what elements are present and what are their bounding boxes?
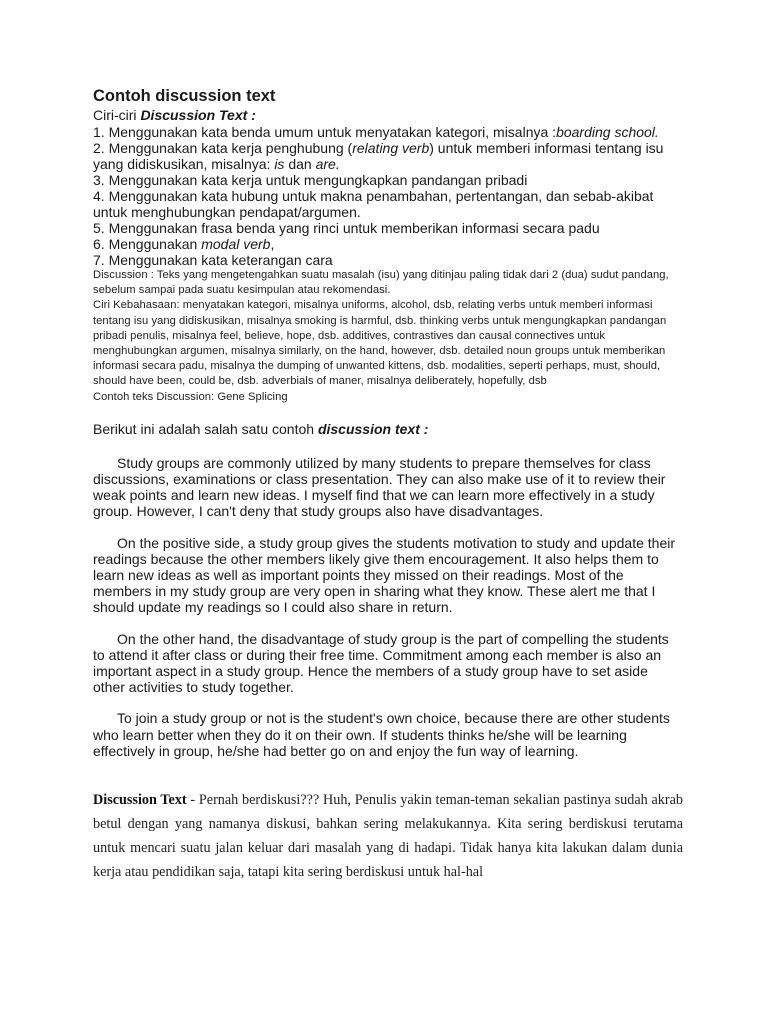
- essay: [93, 455, 683, 759]
- intro-em: discussion text :: [317, 420, 429, 437]
- list-item: 7. Menggunakan kata keterangan cara: [93, 252, 333, 268]
- closing-bold: Discussion Text: [93, 792, 187, 809]
- list-item: 3. Menggunakan kata kerja untuk mengungkapkan pandangan pribadi: [93, 172, 528, 188]
- intro-line: Berikut ini adalah salah satu contoh discussion text :: [93, 420, 429, 437]
- essay-paragraph: To join a study group or not is the student's own choice, because there are other students who learn better when they do it on their own. If students thinks he/she will be learning effectively in group, he/she had better go on and enjoy the fun way of learning.: [93, 710, 670, 759]
- criteria-prefix: Ciri-ciri: [93, 107, 141, 123]
- closing-paragraph: [93, 788, 683, 884]
- closing-text: - Pernah berdiskusi??? Huh, Penulis yakin teman-teman sekalian pastinya sudah akrab betul dengan yang namanya diskusi, bahkan sering melakukannya. Kita sering berdiskusi terutama untuk mencari suatu jalan keluar dari masalah yang di hadapi. Tidak hanya kita lakukan dalam dunia kerja atau pendidikan saja, tatapi kita sering berdiskusi untuk hal-hal: [93, 792, 683, 881]
- essay-paragraph: On the positive side, a study group gives the students motivation to study and update their readings because the other members likely give them encouragement. It also helps them to learn new ideas as well as important points they missed on their readings. Most of the members in my study group are very open in sharing what they know. These alert me that I should update my readings so I could also share in return.: [93, 534, 676, 616]
- list-item: 4. Menggunakan kata hubung untuk makna penambahan, pertentangan, dan sebab-akibat untuk menghubungkan pendapat/argumen.: [93, 188, 654, 220]
- discussion-definition: Discussion : Teks yang mengetengahkan suatu masalah (isu) yang ditinjau paling tidak dari 2 (dua) sudut pandang, sebelum sampai pada suatu kesimpulan atau rekomendasi.: [93, 269, 669, 297]
- list-item: 5. Menggunakan frasa benda yang rinci untuk memberikan informasi secara padu: [93, 220, 600, 236]
- example-title: Contoh teks Discussion: Gene Splicing: [93, 390, 288, 403]
- criteria-list: [93, 124, 683, 268]
- essay-paragraph: On the other hand, the disadvantage of study group is the part of compelling the students to attend it after class or during their free time. Commitment among each member is also an important aspect in a study group. Hence the members of a study group have to set aside other activities to study together.: [93, 630, 669, 696]
- criteria-heading-em: Discussion Text :: [140, 107, 256, 123]
- list-item: 2. Menggunakan kata kerja penghubung (relating verb) untuk memberi informasi tentang isu yang didiskusikan, misalnya: is dan are.: [93, 140, 664, 172]
- page-title: Contoh discussion text: [93, 87, 276, 105]
- ciri-kebahasaan: Ciri Kebahasaan: menyatakan kategori, misalnya uniforms, alcohol, dsb, relating verbs untuk memberi informasi tentang isu yang didiskusikan, misalnya smoking is harmful, dsb. thinking verbs untuk mengungkapkan pandangan pribadi penulis, misalnya feel, believe, hope, dsb. additives, contrastives dan causal connectives untuk menghubungkan argumen, misalnya similarly, on the hand, however, dsb. detailed noun groups untuk memberikan informasi secara padu, misalnya the dumping of unwanted kittens, dsb. modalities, seperti perhaps, must, should, should have been, could be, dsb. adverbials of maner, misalnya deliberately, hopefully, dsb: [93, 299, 667, 388]
- list-item: 1. Menggunakan kata benda umum untuk menyatakan kategori, misalnya :boarding school.: [93, 124, 659, 140]
- essay-paragraph: Study groups are commonly utilized by many students to prepare themselves for class discussions, examinations or class presentation. They can also make use of it to review their weak points and learn new ideas. I myself find that we can learn more effectively in a study group. However, I can't deny that study groups also have disadvantages.: [93, 454, 666, 520]
- criteria-heading: [93, 107, 683, 124]
- document-page: [93, 86, 683, 884]
- list-item: 6. Menggunakan modal verb,: [93, 236, 275, 252]
